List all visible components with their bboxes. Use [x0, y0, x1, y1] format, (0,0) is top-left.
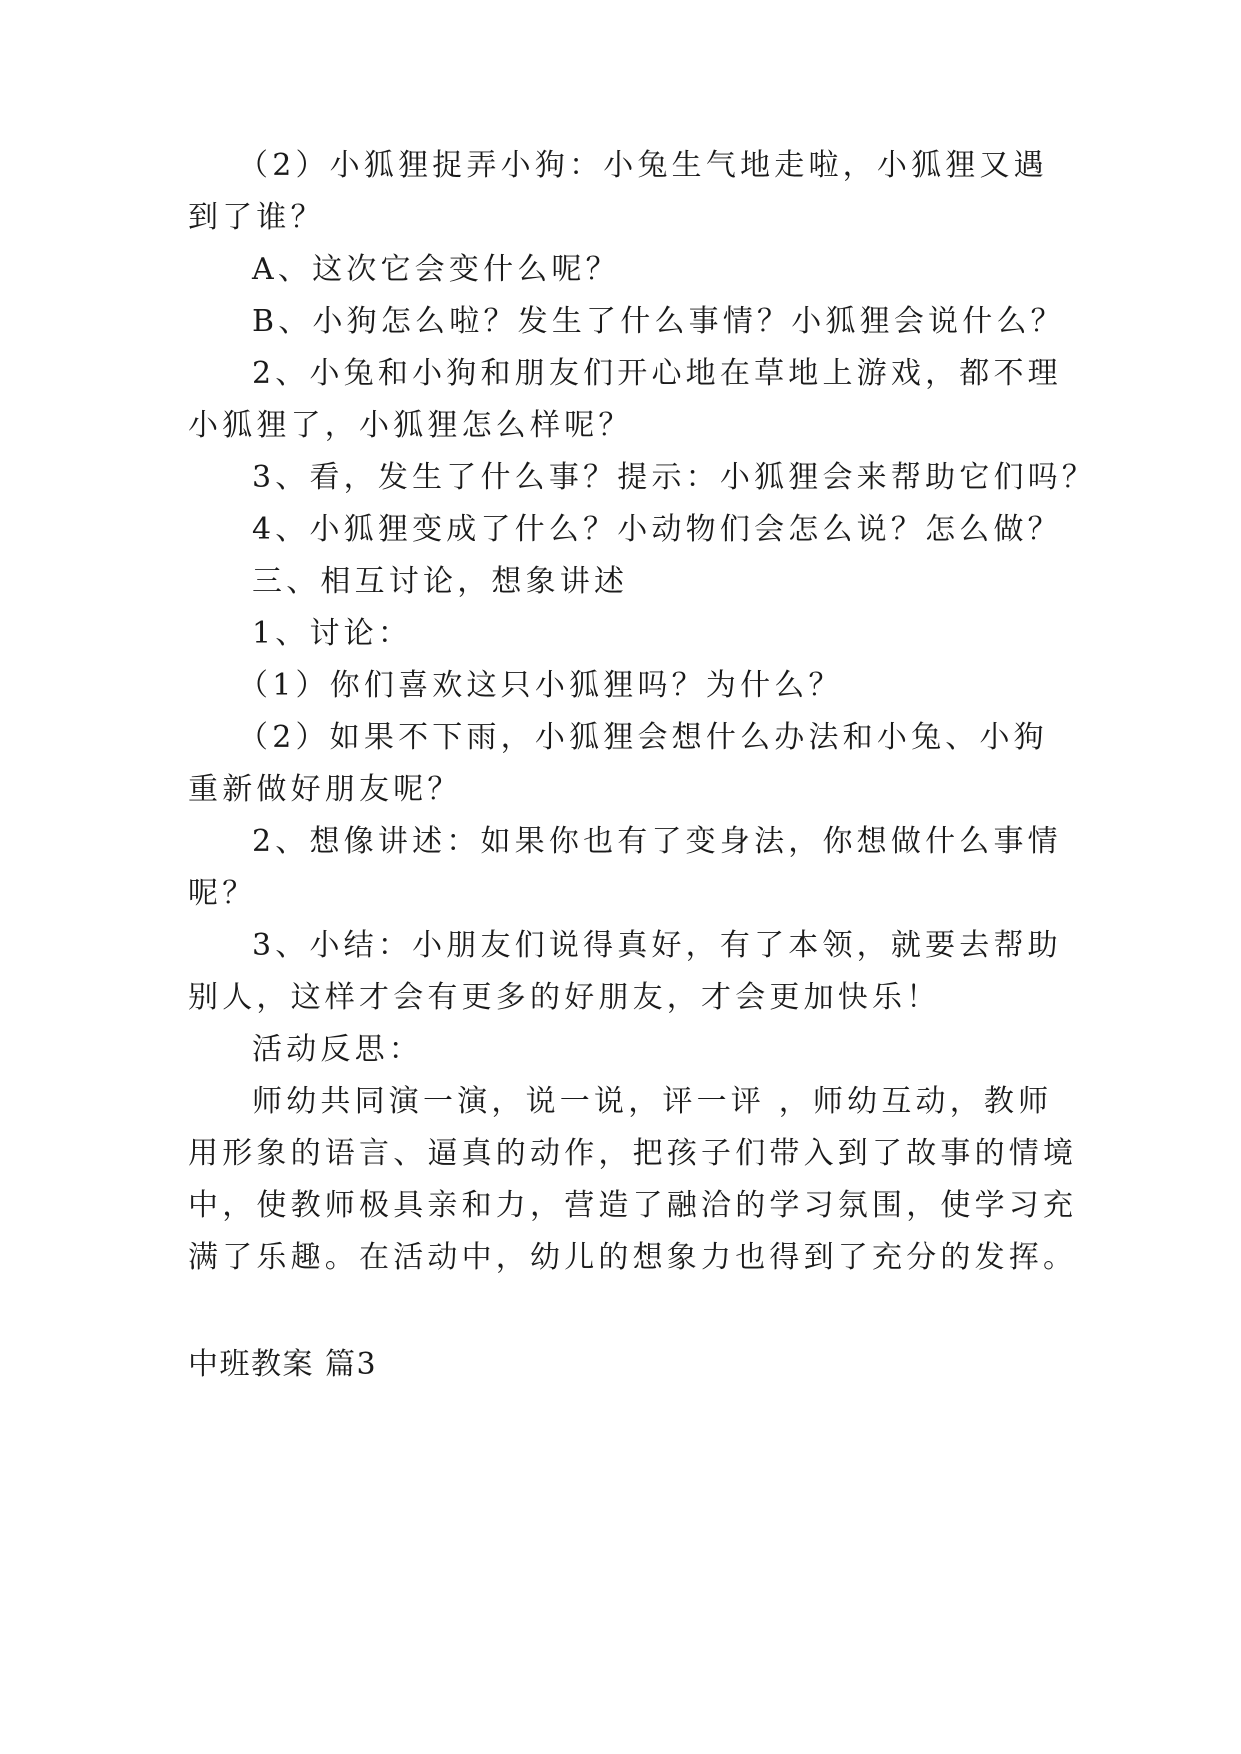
paragraph-line: 活动反思： [252, 1032, 423, 1067]
paragraph-line: 三、相互讨论，想象讲述 [252, 564, 629, 599]
paragraph-line: B、小狗怎么啦？发生了什么事情？小狐狸会说什么？ [252, 304, 1065, 339]
paragraph-line: 到了谁？ [188, 200, 325, 235]
paragraph-line: 2、想像讲述：如果你也有了变身法，你想做什么事情 [252, 824, 1062, 859]
paragraph-line: 满了乐趣。在活动中，幼儿的想象力也得到了充分的发挥。 [188, 1240, 1078, 1275]
paragraph-line: 2、小兔和小狗和朋友们开心地在草地上游戏，都不理 [252, 356, 1062, 391]
paragraph-line: 中，使教师极具亲和力，营造了融洽的学习氛围，使学习充 [188, 1188, 1078, 1223]
paragraph-line: （2）小狐狸捉弄小狗：小兔生气地走啦，小狐狸又遇 [238, 148, 1048, 183]
paragraph-line: （1）你们喜欢这只小狐狸吗？为什么？ [238, 668, 843, 703]
paragraph-line: 1、讨论： [252, 616, 413, 651]
paragraph-line: 4、小狐狸变成了什么？小动物们会怎么说？怎么做？ [252, 512, 1062, 547]
section-heading: 中班教案 篇3 [188, 1347, 378, 1382]
paragraph-line: 师幼共同演一演，说一说，评一评 ，师幼互动，教师 [252, 1084, 1053, 1119]
paragraph-line: 3、看，发生了什么事？提示：小狐狸会来帮助它们吗？ [252, 460, 1097, 495]
paragraph-line: 用形象的语言、逼真的动作，把孩子们带入到了故事的情境 [188, 1136, 1078, 1171]
paragraph-line: 3、小结：小朋友们说得真好，有了本领，就要去帮助 [252, 928, 1062, 963]
paragraph-line: 小狐狸了，小狐狸怎么样呢？ [188, 408, 633, 443]
paragraph-line: A、这次它会变什么呢？ [252, 252, 620, 287]
paragraph-line: （2）如果不下雨，小狐狸会想什么办法和小兔、小狗 [238, 720, 1048, 755]
paragraph-line: 重新做好朋友呢？ [188, 772, 462, 807]
paragraph-line: 别人，这样才会有更多的好朋友，才会更加快乐！ [188, 980, 941, 1015]
paragraph-line: 呢？ [188, 876, 257, 911]
